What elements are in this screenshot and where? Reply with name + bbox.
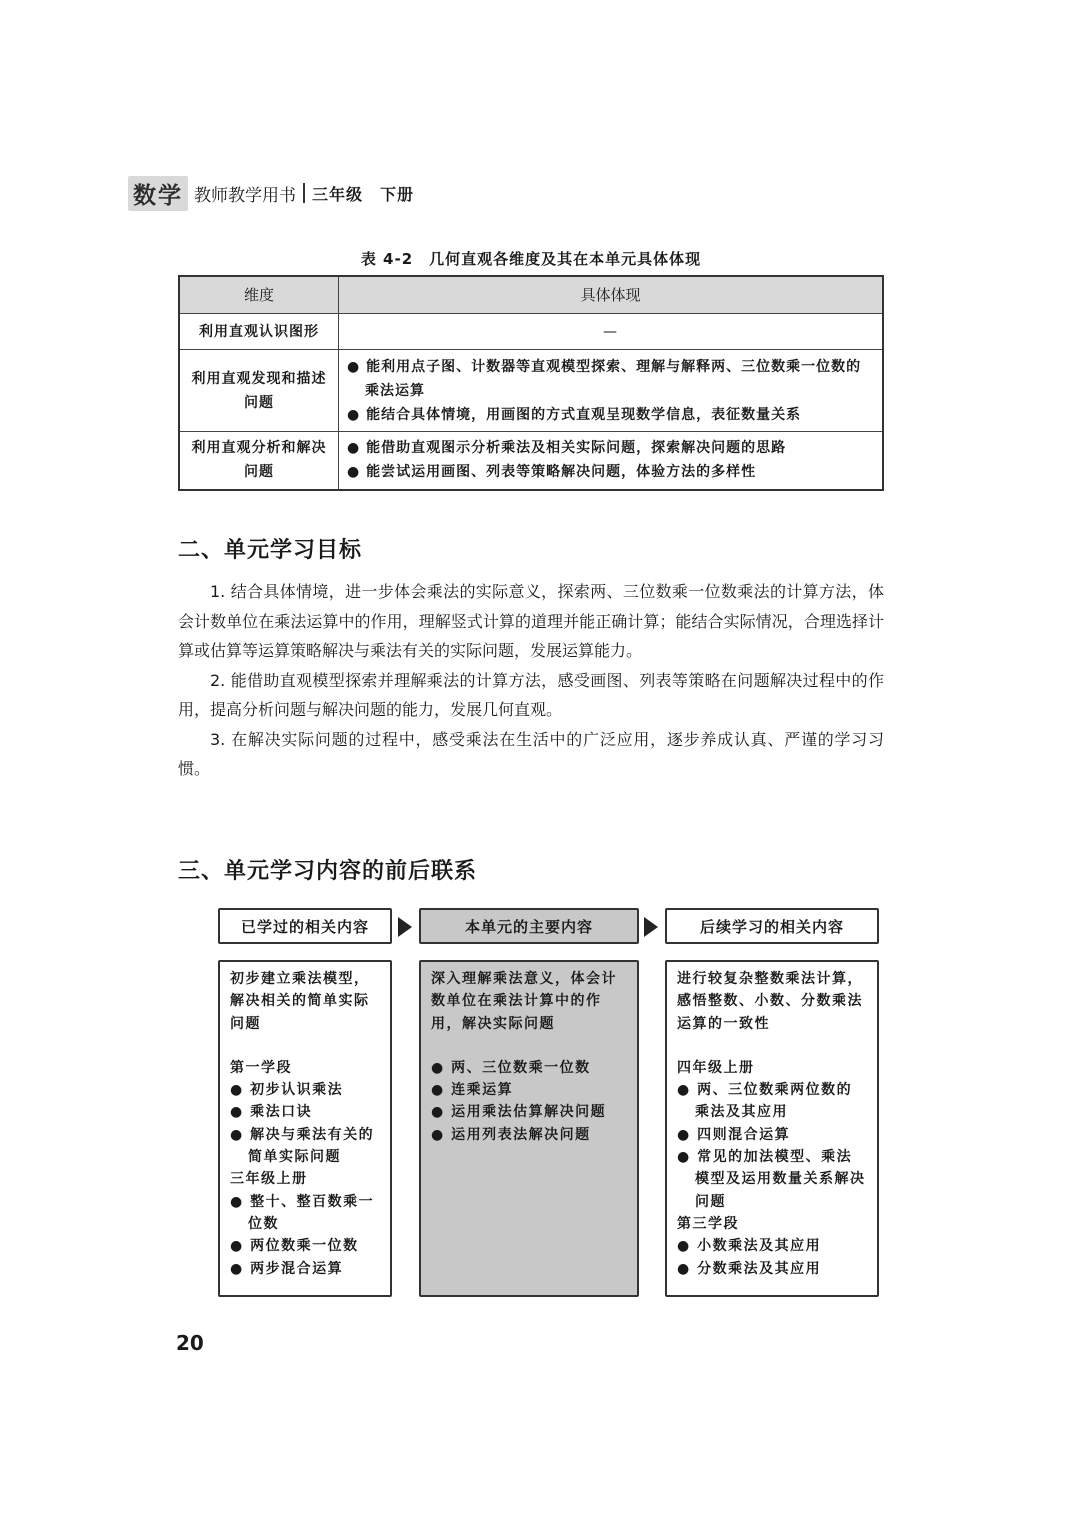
flow-box-intro: 深入理解乘法意义，体会计数单位在乘法计算中的作用，解决实际问题	[431, 971, 617, 1032]
flow-item: ● 整十、整百数乘一位数	[230, 1193, 375, 1232]
flow-item: ● 两、三位数乘两位数的乘法及其应用	[677, 1082, 853, 1121]
flow-item: ● 四则混合运算	[677, 1126, 791, 1143]
section-title-goals: 二、单元学习目标	[178, 538, 363, 563]
table-caption: 表 4-2 几何直观各维度及其在本单元具体体现	[360, 250, 702, 268]
flow-item: ● 两、三位数乘一位数	[431, 1059, 591, 1076]
flow-item: ● 运用列表法解决问题	[431, 1126, 591, 1143]
flow-item: ● 运用乘法估算解决问题	[431, 1104, 607, 1121]
table-cell-dimension: 利用直观发现和描述问题	[179, 350, 339, 432]
flow-box-prior	[218, 960, 392, 1297]
arrow-right-icon	[644, 917, 658, 937]
table-cell-dimension: 利用直观分析和解决问题	[179, 432, 339, 490]
table-row	[179, 314, 883, 350]
logo-text: 数学	[133, 181, 183, 209]
flow-item: ● 初步认识乘法	[230, 1082, 344, 1099]
arrow-right-icon	[398, 917, 412, 937]
book-grade: 三年级 下册	[312, 184, 415, 204]
table-header-row	[179, 276, 883, 314]
table-bullet: ● 能尝试运用画图、列表等策略解决问题，体验方法的多样性	[347, 464, 757, 481]
flow-header-prior: 已学过的相关内容	[218, 908, 392, 944]
page-number: 20	[176, 1331, 204, 1355]
goals-paragraphs	[178, 577, 884, 784]
flow-box-intro: 进行较复杂整数乘法计算，感悟整数、小数、分数乘法运算的一致性	[677, 971, 863, 1032]
flow-item: ● 常见的加法模型、乘法模型及运用数量关系解决问题	[677, 1149, 866, 1210]
section-title-connections: 三、单元学习内容的前后联系	[178, 859, 478, 884]
goal-paragraph: 2. 能借助直观模型探索并理解乘法的计算方法，感受画图、列表等策略在问题解决过程中的作用，提高分析问题与解决问题的能力，发展几何直观。	[178, 670, 884, 719]
geometry-intuition-table	[178, 275, 884, 491]
book-logo	[128, 176, 188, 211]
table-bullet: ● 能结合具体情境，用画图的方式直观呈现数学信息，表征数量关系	[347, 406, 802, 423]
flow-item: ● 乘法口诀	[230, 1104, 313, 1121]
table-row	[179, 432, 883, 490]
table-header-embodiment: 具体体现	[339, 276, 884, 314]
flow-group-title: 第三学段	[677, 1215, 739, 1232]
flow-box-current	[419, 960, 639, 1297]
flow-item: ● 分数乘法及其应用	[677, 1260, 822, 1277]
page-header	[128, 176, 414, 210]
table-cell-dimension: 利用直观认识图形	[179, 314, 339, 350]
flow-item: ● 连乘运算	[431, 1082, 514, 1099]
goal-paragraph: 1. 结合具体情境，进一步体会乘法的实际意义，探索两、三位数乘一位数乘法的计算方法，体会计数单位在乘法运算中的作用，理解竖式计算的道理并能正确计算；能结合实际情况，合理选择计算或估算等运算策略解决与乘法有关的实际问题，发展运算能力。	[178, 582, 884, 660]
flow-box-later	[665, 960, 879, 1297]
table-cell-embodiment: —	[339, 314, 884, 350]
table-row	[179, 350, 883, 432]
flow-box-intro: 初步建立乘法模型，解决相关的简单实际问题	[230, 971, 370, 1032]
table-bullet: ● 能利用点子图、计数器等直观模型探索、理解与解释两、三位数乘一位数的乘法运算	[347, 358, 862, 399]
flow-group-title: 四年级上册	[677, 1059, 755, 1076]
goal-paragraph: 3. 在解决实际问题的过程中，感受乘法在生活中的广泛应用，逐步养成认真、严谨的学习习惯。	[178, 729, 884, 778]
flow-item: ● 小数乘法及其应用	[677, 1238, 822, 1255]
flow-group-title: 第一学段	[230, 1059, 292, 1076]
flow-header-current: 本单元的主要内容	[419, 908, 639, 944]
table-cell-embodiment	[339, 350, 884, 432]
flow-group-title: 三年级上册	[230, 1171, 308, 1188]
table-header-dimension: 维度	[179, 276, 339, 314]
book-title: 教师教学用书	[194, 185, 296, 206]
table-cell-embodiment	[339, 432, 884, 490]
table-bullet: ● 能借助直观图示分析乘法及相关实际问题，探索解决问题的思路	[347, 440, 787, 457]
header-divider	[303, 183, 305, 203]
flow-header-later: 后续学习的相关内容	[665, 908, 879, 944]
flow-item: ● 两位数乘一位数	[230, 1238, 359, 1255]
flow-item: ● 两步混合运算	[230, 1260, 344, 1277]
flow-item: ● 解决与乘法有关的简单实际问题	[230, 1126, 375, 1166]
